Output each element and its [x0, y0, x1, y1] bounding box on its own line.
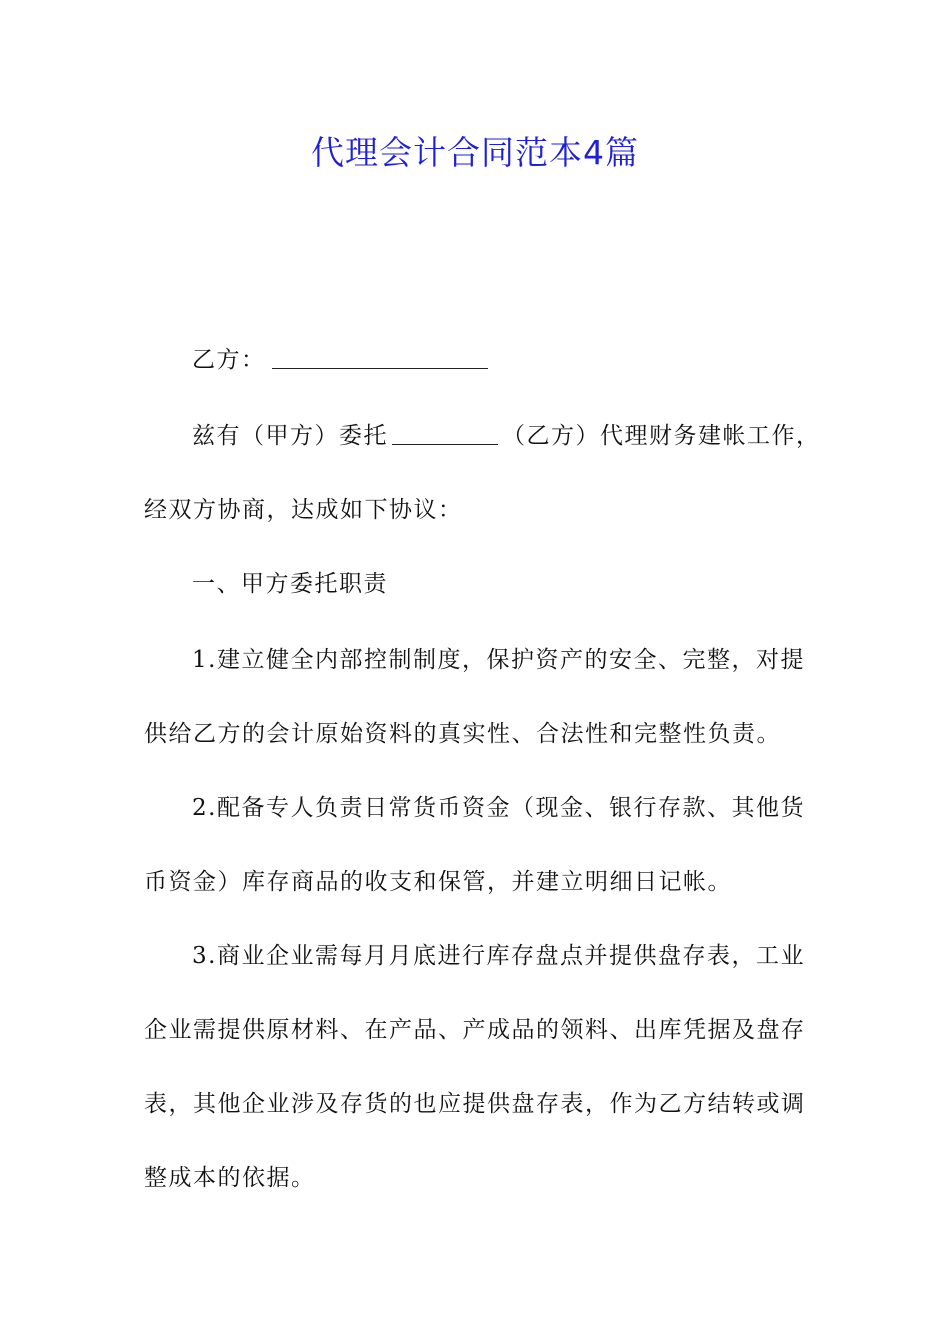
- intro-line-2: 经双方协商，达成如下协议：: [144, 497, 463, 523]
- intro-text-b: （乙方）代理财务建帐工作，: [502, 423, 821, 449]
- clause-3-line-2: 企业需提供原材料、在产品、产成品的领料、出库凭据及盘存: [144, 1017, 806, 1043]
- clause-2-line-2: 币资金）库存商品的收支和保管，并建立明细日记帐。: [144, 869, 732, 895]
- party-b-line: [192, 340, 488, 380]
- intro-line-1: [192, 416, 821, 456]
- clause-3-line-1: 3.商业企业需每月月底进行库存盘点并提供盘存表，工业: [192, 943, 805, 969]
- party-b-blank: [272, 342, 488, 369]
- clause-3-line-4: 整成本的依据。: [144, 1165, 316, 1191]
- document-title: 代理会计合同范本4篇: [311, 133, 639, 172]
- clause-2-line-1: 2.配备专人负责日常货币资金（现金、银行存款、其他货: [192, 795, 805, 821]
- clause-1-line-2: 供给乙方的会计原始资料的真实性、合法性和完整性负责。: [144, 721, 781, 747]
- intro-text-a: 兹有（甲方）委托: [192, 423, 388, 449]
- clause-3-line-3: 表，其他企业涉及存货的也应提供盘存表，作为乙方结转或调: [144, 1091, 806, 1117]
- party-b-label: 乙方：: [192, 347, 266, 373]
- agent-name-blank: [392, 418, 498, 445]
- clause-1-line-1: 1.建立健全内部控制制度，保护资产的安全、完整，对提: [192, 647, 805, 673]
- section-heading-1: 一、甲方委托职责: [192, 571, 388, 597]
